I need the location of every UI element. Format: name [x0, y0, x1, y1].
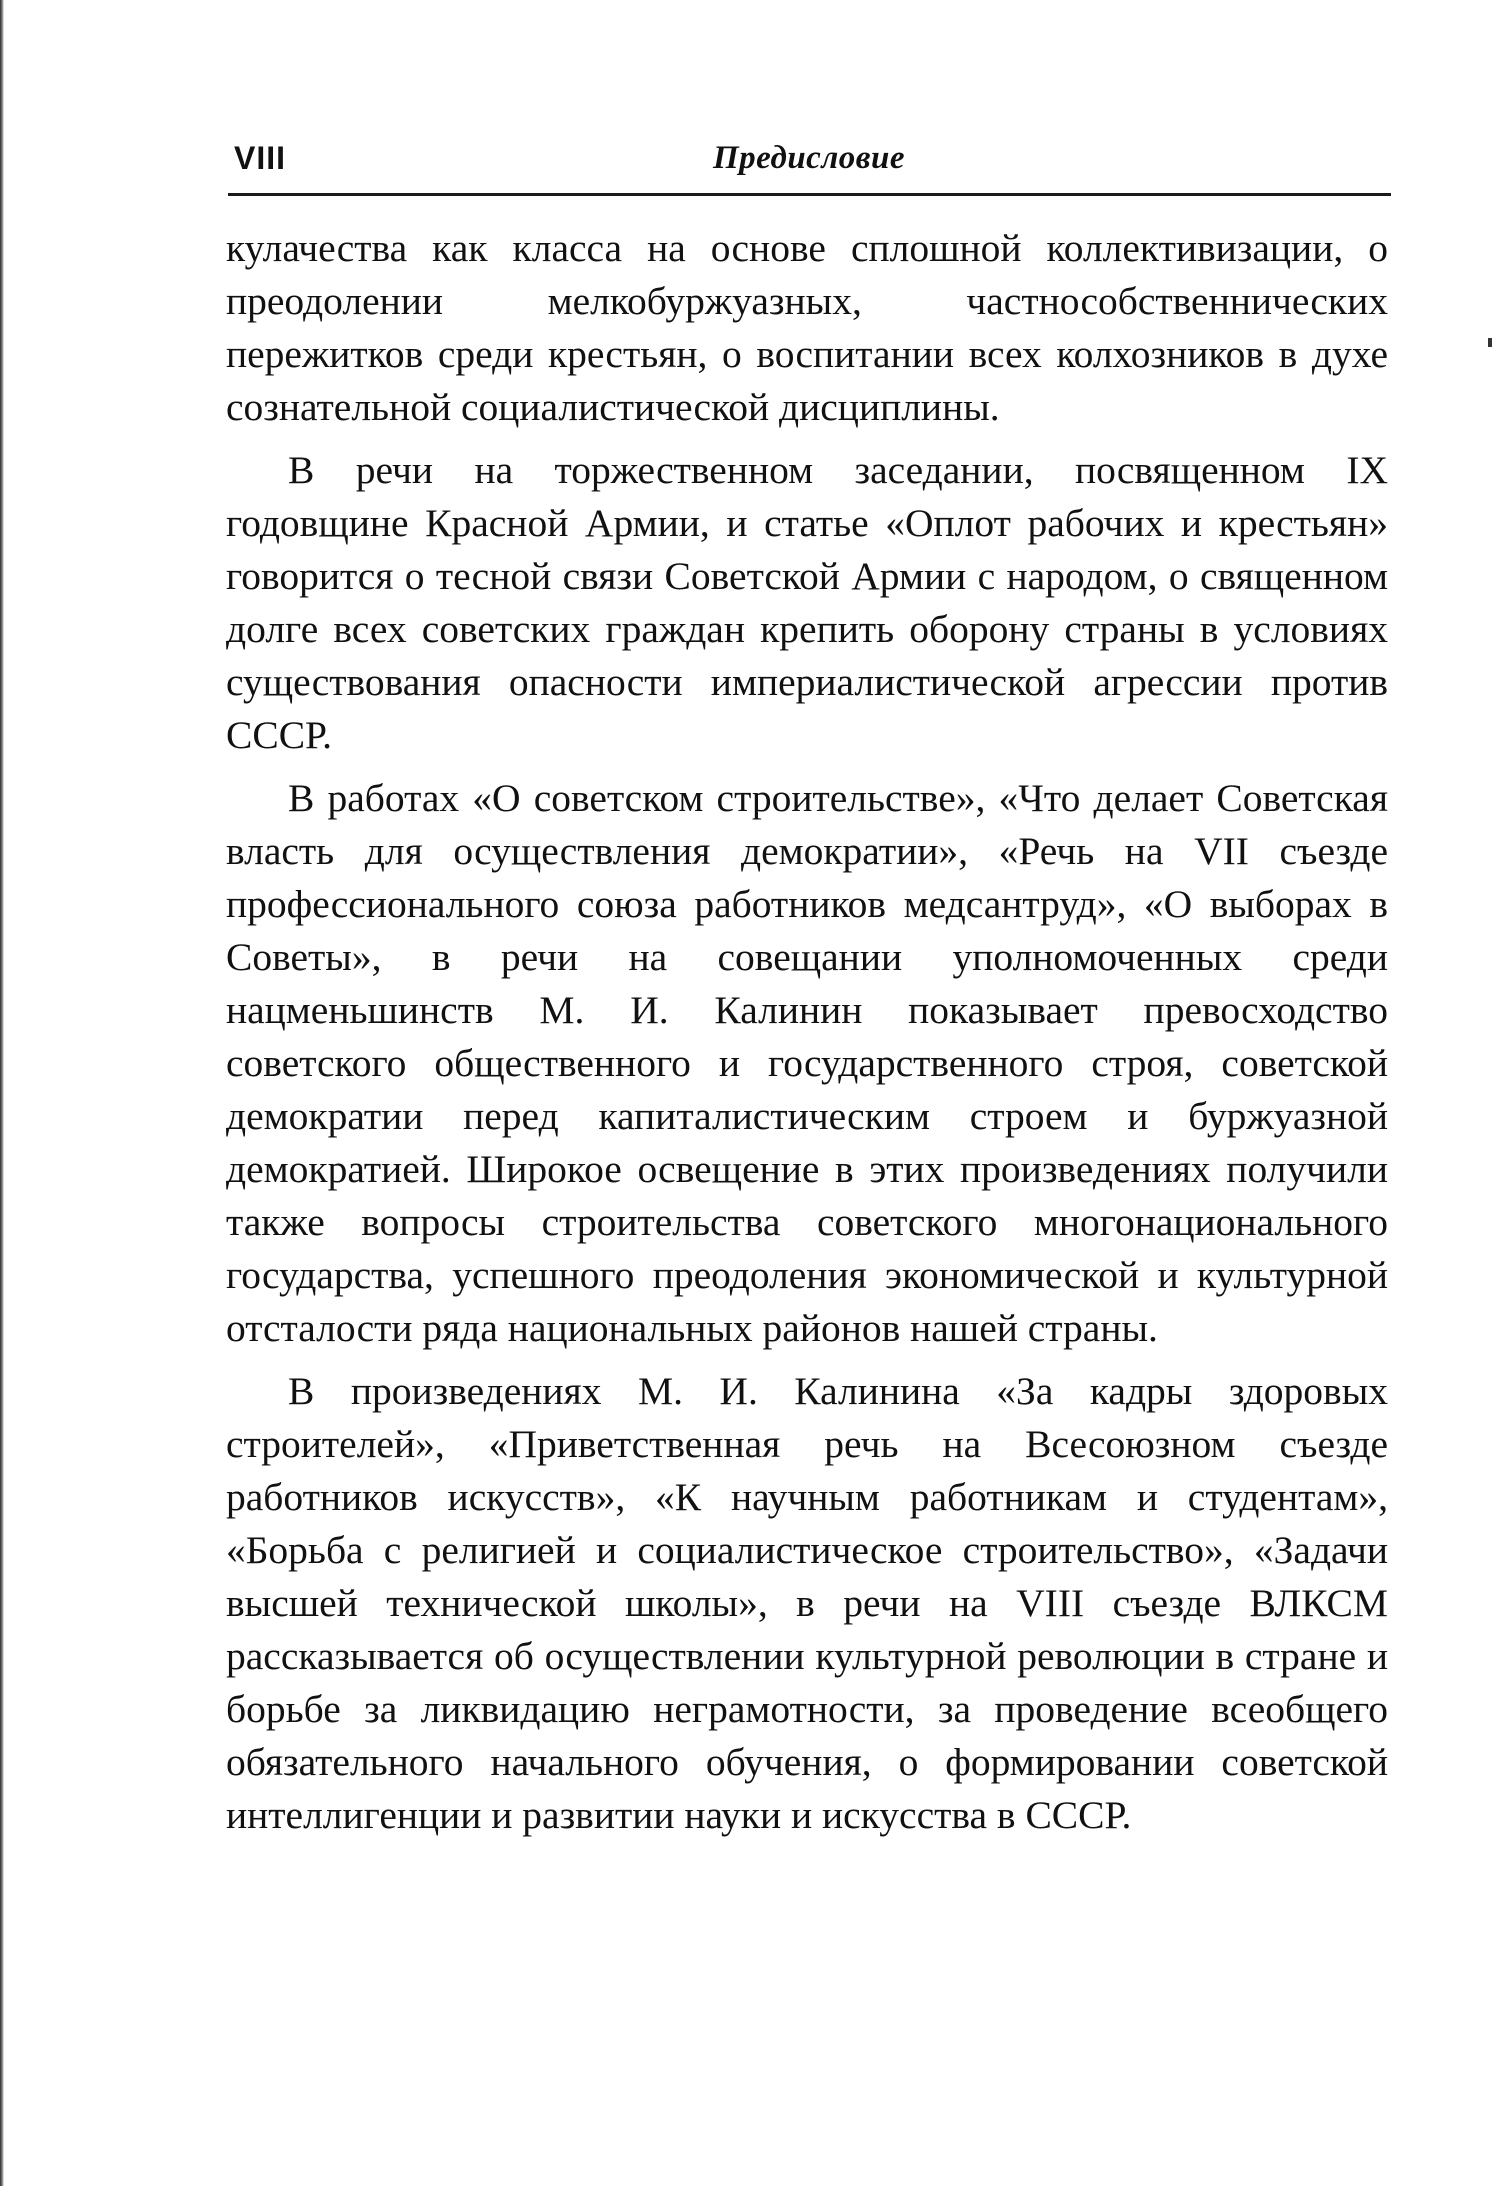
- running-title: Предисловие: [712, 140, 906, 176]
- header-rule: [228, 193, 1391, 196]
- margin-speck: [1488, 338, 1492, 347]
- paragraph-4: В произведениях М. И. Калинина «За кадры здоровых строителей», «Приветственная речь на Всесоюзном съезде работников искусств», «К научным работникам и студентам», «Борьба с религией и социалистическое строительство», «Задачи высшей технической школы», в речи на VIII съезде ВЛКСМ рассказывается об осуществлении культурной революции в стране и борьбе за ликвидацию неграмотности, за проведение всеобщего обязательного начального обучения, о формировании советской интеллигенции и развитии науки и искусства в СССР.: [226, 1369, 1388, 1837]
- paragraph-3: В работах «О советском строительстве», «Что делает Советская власть для осуществления демократии», «Речь на VII съезде профессионального союза работников медсантруд», «О выборах в Советы», в речи на совещании уполномоченных среди нацменьшинств М. И. Калинин показывает превосходство советского общественного и государственного строя, советской демократии перед капиталистическим строем и буржуазной демократией. Широкое освещение в этих произведениях получили также вопросы строительства советского многонационального государства, успешного преодоления экономической и культурной отсталости ряда национальных районов нашей страны.: [226, 776, 1388, 1350]
- paragraph-1: кулачества как класса на основе сплошной коллективизации, о преодолении мелкобуржуазных, частнособственнических пережитков среди крестьян, о воспитании всех колхозников в духе сознательной социалистической дисциплины.: [226, 226, 1388, 429]
- page-header: [232, 136, 1386, 190]
- paragraph-2: В речи на торжественном заседании, посвященном IX годовщине Красной Армии, и статье «Оплот рабочих и крестьян» говорится о тесной связи Советской Армии с народом, о священном долге всех советских граждан крепить оборону страны в условиях существования опасности империалистической агрессии против СССР.: [226, 448, 1388, 757]
- scan-edge-shadow: [0, 0, 4, 2186]
- body-text: [226, 222, 1388, 1852]
- page-number: VIII: [234, 140, 287, 176]
